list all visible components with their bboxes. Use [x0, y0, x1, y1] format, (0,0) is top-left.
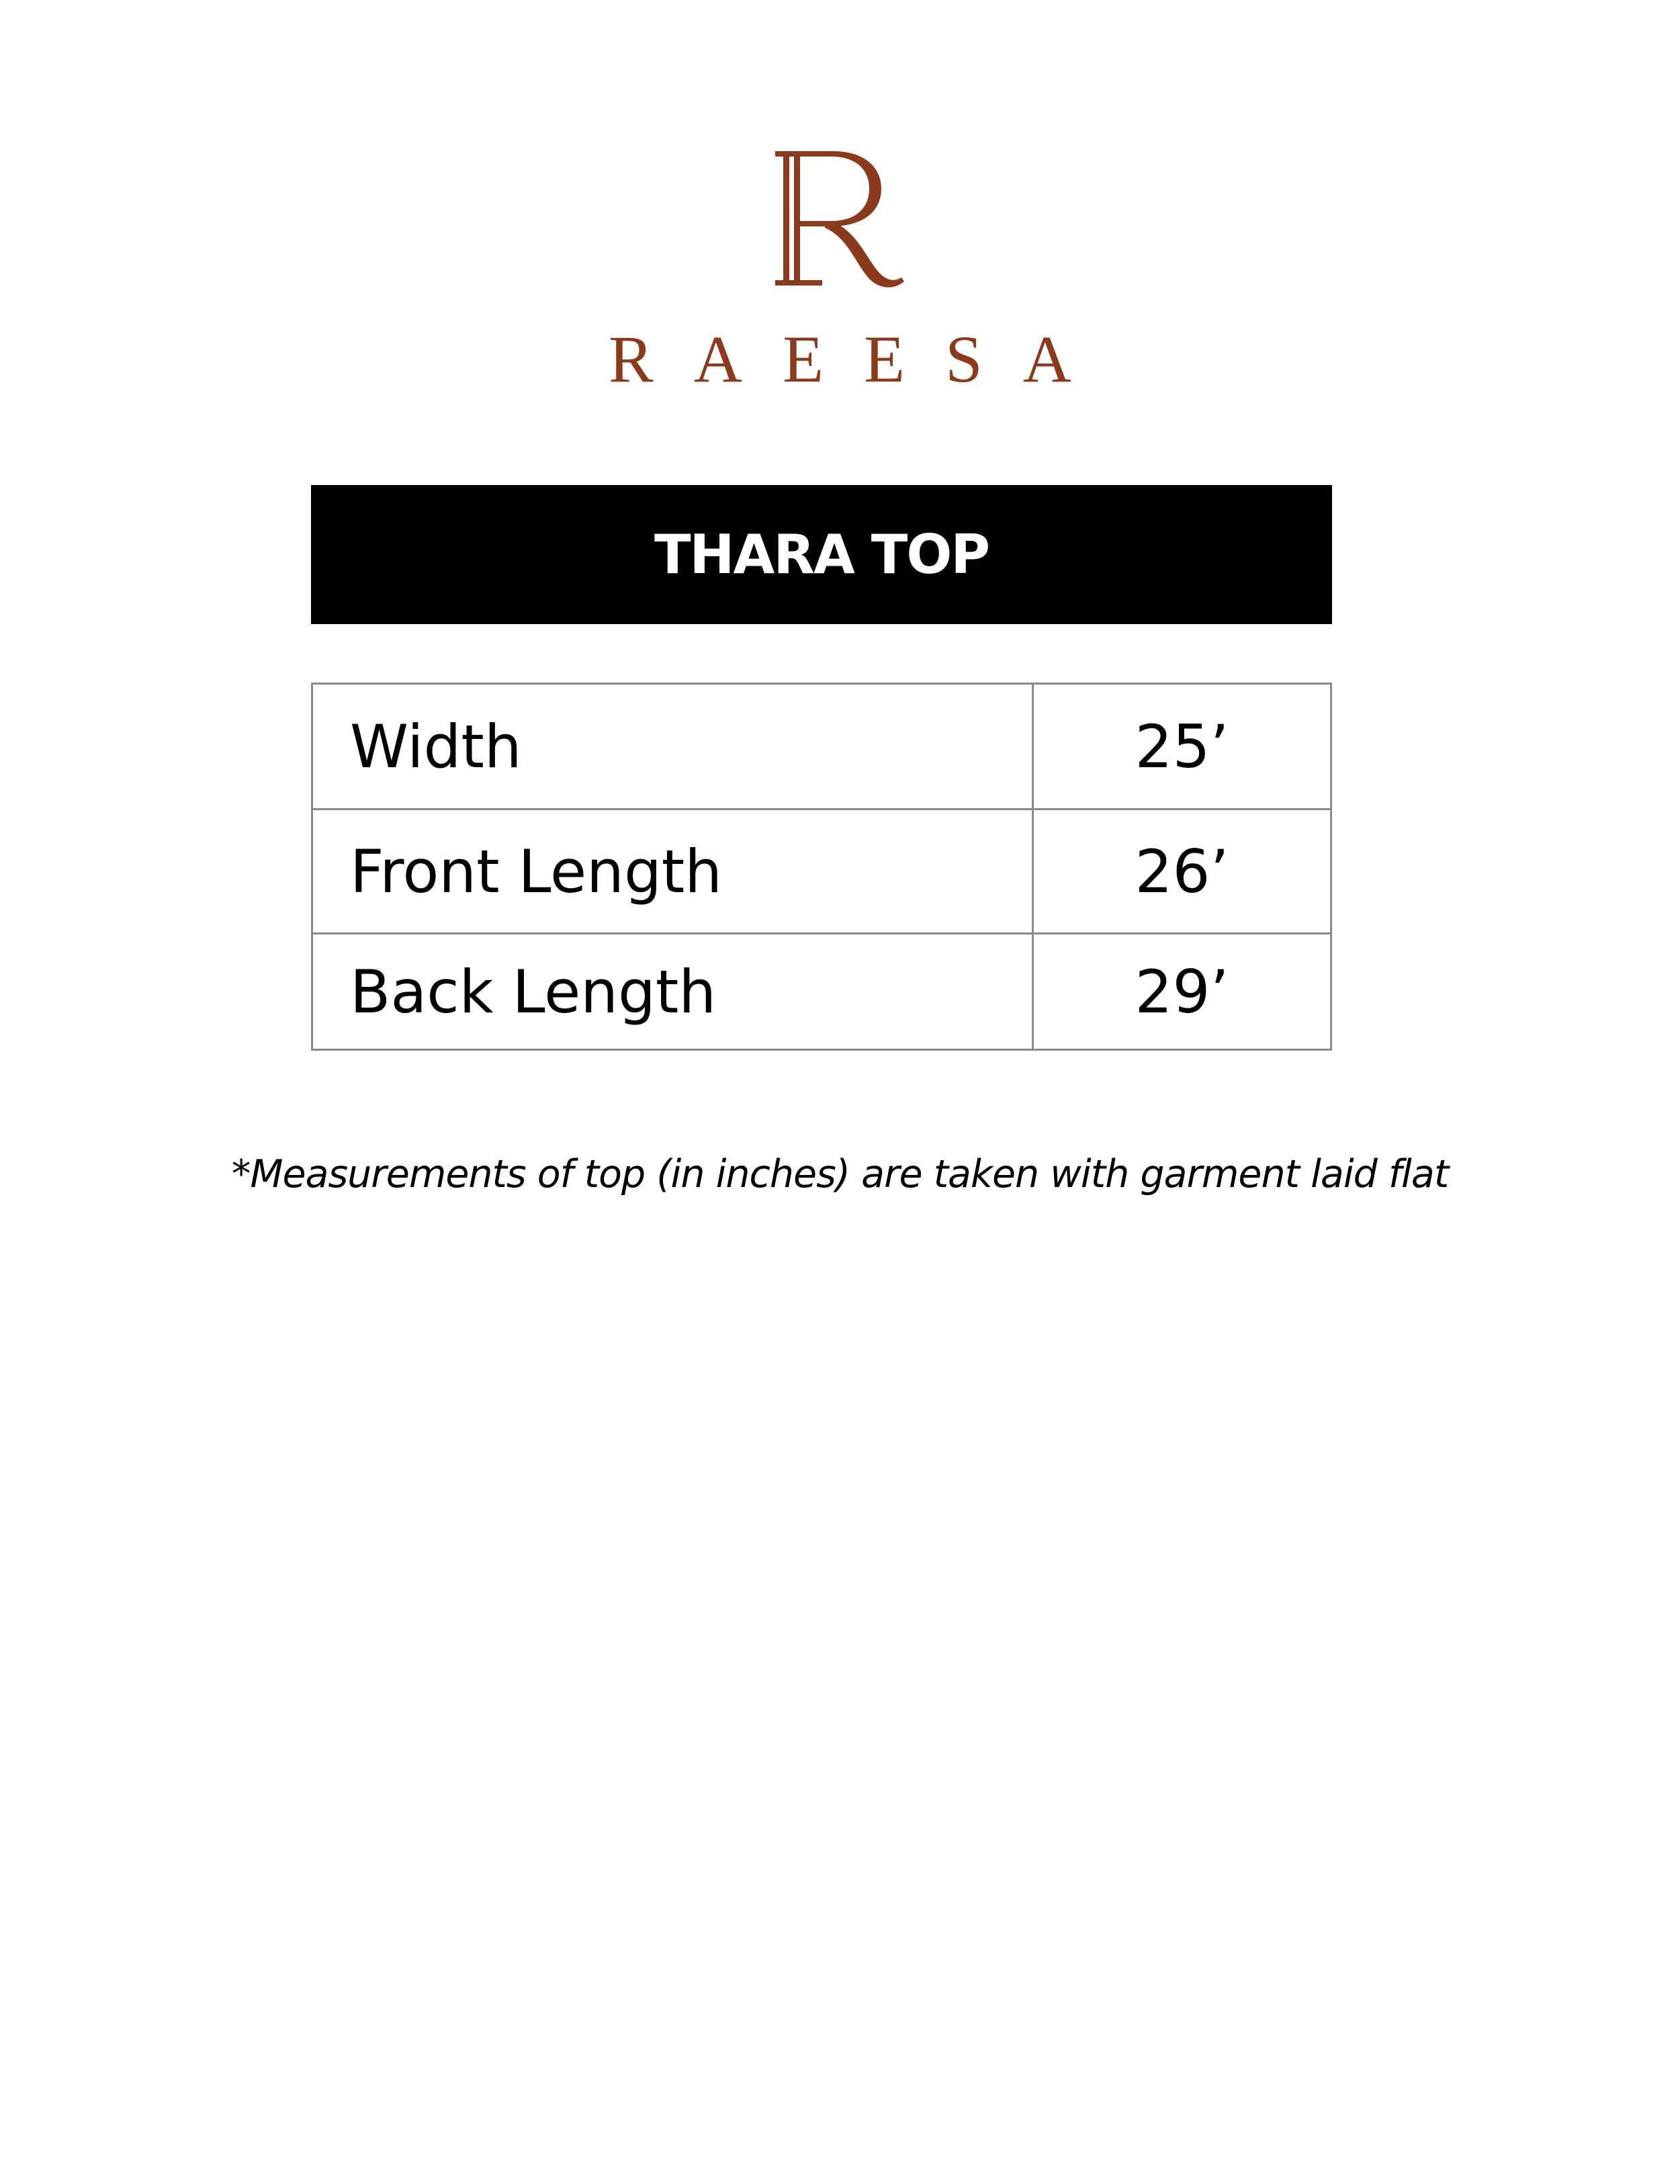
table-row	[312, 934, 1331, 1050]
title-bar	[311, 485, 1332, 624]
table-row	[312, 684, 1331, 810]
size-chart-table	[311, 683, 1332, 1051]
table-row	[312, 810, 1331, 934]
measurement-value: 26’	[1033, 810, 1331, 934]
brand-name: RAEESA	[609, 322, 1112, 396]
product-title: THARA TOP	[654, 523, 989, 586]
brand-monogram-logo	[705, 138, 974, 299]
measurement-value: 29’	[1033, 934, 1331, 1050]
measurement-label: Front Length	[312, 810, 1033, 934]
measurement-label: Back Length	[312, 934, 1033, 1050]
measurement-footnote: *Measurements of top (in inches) are taken with garment laid flat	[231, 1152, 1449, 1196]
measurement-value: 25’	[1033, 684, 1331, 810]
measurement-label: Width	[312, 684, 1033, 810]
